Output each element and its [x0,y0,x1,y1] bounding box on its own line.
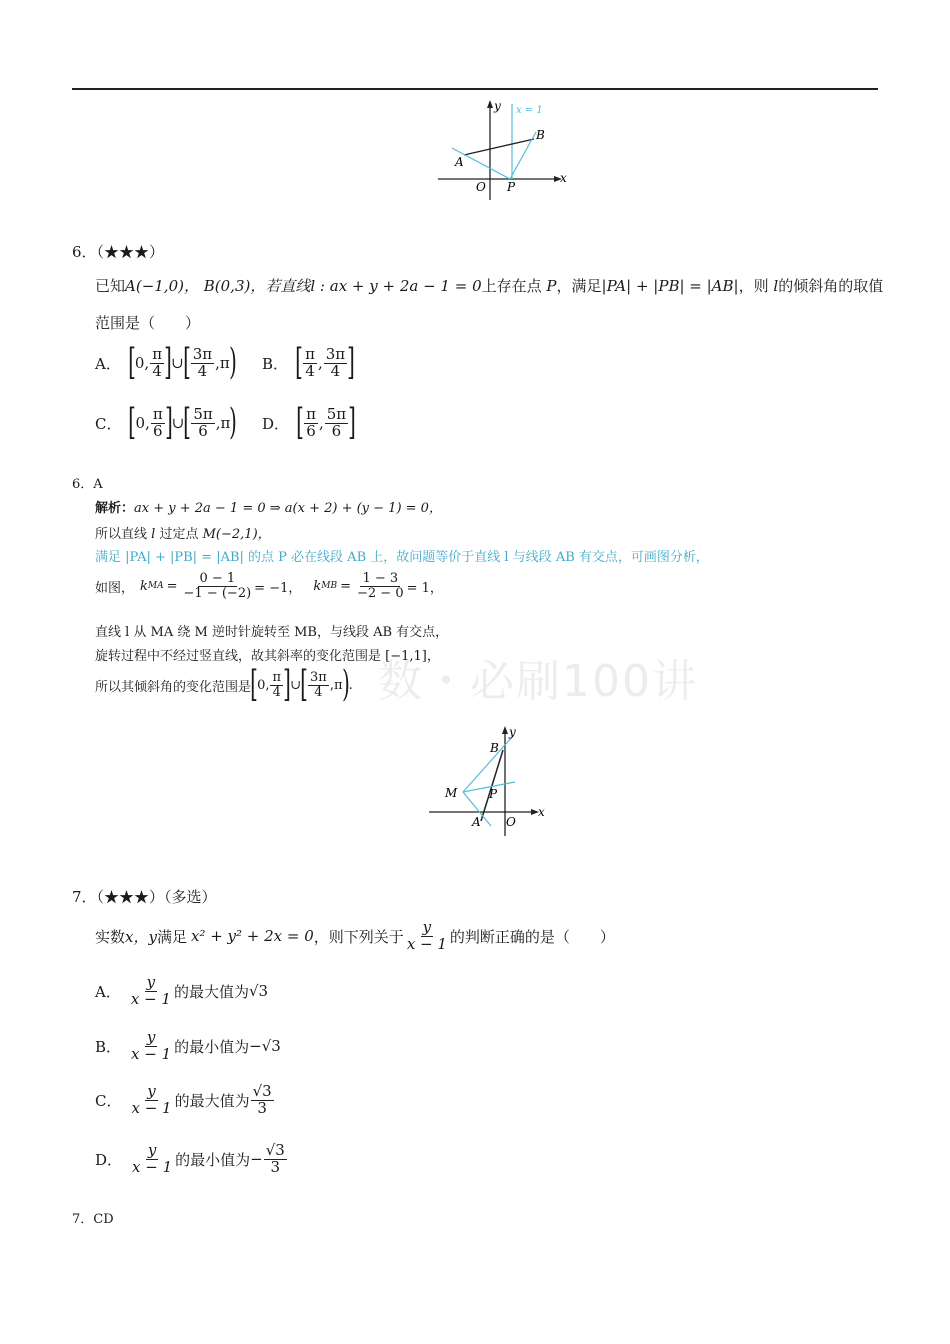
option-text: 的最大值为 [173,982,249,1001]
q7-stem [95,920,615,953]
frac-den: −2 − 0 [357,585,404,601]
a6-l4a: 如图， [95,580,135,596]
frac-den: 4 [272,684,281,700]
q6-stem-P: P [546,277,557,295]
frac-den: 6 [198,421,208,440]
a6-line1 [95,497,442,516]
option-label: D． [262,414,290,433]
frac-num: y [146,1028,156,1046]
q6-stem-l: l [773,277,779,295]
frac-den: x − 1 [131,1098,172,1117]
label-P: P [507,180,516,194]
q6-option-C[interactable]: C． [ 0, $\frac{\pi}{6}$ ] ∪ [ $\frac{5\pi}{6}$ ,π ) [95,402,238,443]
a6-l2a: 所以直线 [95,527,148,542]
frac-num: 5π [326,404,347,423]
q7-option-D[interactable] [95,1143,288,1176]
label-M: M [445,786,458,800]
option-label: B． [262,354,289,373]
frac-den: −1 − (−2) [183,585,252,601]
a6-l2c: 过定点 [159,527,199,542]
option-value: √3 [248,982,269,1001]
a6-eq1: ax + y + 2a − 1 = 0 ⇒ a(x + 2) + (y − 1) = 0， [134,501,442,516]
a6-l2b: l [151,527,156,542]
label-x-eq-1: x = 1 [516,105,543,116]
label-A: A [472,815,481,829]
frac-num: π [152,344,163,363]
option-label: C． [95,414,122,433]
frac-den: 4 [197,361,208,380]
union-symbol: ∪ [290,677,301,693]
q7-option-A[interactable] [95,975,268,1008]
frac-den: 4 [152,361,162,380]
option-label: A． [95,354,121,373]
interval-end: ,π [215,354,230,372]
q7-equation: x² + y² + 2x = 0 [190,927,314,946]
cyan-line-right [510,132,536,179]
q6-stem-line2: 范围是（ ） [95,314,201,332]
frac-den: 4 [305,361,315,380]
frac-num: √3 [265,1141,285,1159]
figure-2 [425,722,555,842]
label-O: O [506,815,516,829]
segment-AB [464,139,534,155]
q6-option-D[interactable]: D． [ $\frac{\pi}{6}$ , $\frac{5\pi}{6}$ ] [262,402,357,443]
a6-answer: 6．A [72,477,103,492]
frac-den: 3 [257,1098,267,1117]
option-label: B． [95,1037,122,1056]
a6-line6: 旋转过程中不经过竖直线，故其斜率的变化范围是 [−1,1]， [95,649,440,664]
label-y: y [494,99,501,113]
q6-point-B: B(0,3)，若直线 [203,277,311,295]
q7-stem-d: 的判断正确的是（ ） [449,927,615,946]
y-arrow [487,100,493,108]
interval-start: 0, [257,677,270,693]
q6-option-B[interactable]: B． [ $\frac{\pi}{4}$ , $\frac{3\pi}{4}$ ] [262,342,356,383]
q6-point-A: A(−1,0)， [125,277,199,295]
frac-den: 4 [314,684,323,700]
frac-num: 1 − 3 [362,571,399,586]
frac-den: x − 1 [132,1157,173,1176]
label-A: A [455,155,464,169]
q6-stem-b: 上存在点 [481,277,542,295]
frac-den: 6 [331,421,342,440]
option-label: D． [95,1150,123,1169]
label-y: y [509,725,516,739]
k-ma: k [140,578,148,594]
union-symbol: ∪ [171,354,184,372]
q6-stem-a: 已知 [95,277,126,295]
solution-label: 解析： [95,501,135,516]
watermark: 数・必刷100讲 [378,656,698,707]
frac-den: x − 1 [406,934,447,953]
option-label: A． [95,982,121,1001]
q6-stem [95,275,883,296]
figure-1 [430,96,580,206]
q7-option-B[interactable] [95,1030,281,1063]
interval-start: 0, [134,354,150,372]
union-symbol: ∪ [171,414,185,432]
period: . [348,677,353,693]
frac-den: x − 1 [131,1044,172,1063]
y-arrow [502,726,508,734]
frac-den: 6 [153,421,163,440]
frac-num: 0 − 1 [199,571,236,586]
frac-num: 3π [325,344,346,363]
a6-line4: 如图， k MA = $\frac{0 - 1}{-1 - (-2)}$ = −1， k MB = $\frac{1 - 3}{-2 - 0}$ = 1， [95,571,443,601]
q6-stem-e: 的倾斜角的取值 [778,277,884,295]
interval-end: ,π [215,414,231,432]
frac-num: √3 [252,1082,272,1100]
frac-num: 5π [193,404,213,423]
frac-den: 6 [306,421,316,440]
label-P: P [489,787,498,801]
q7-stem-c: ，则下列关于 [313,927,404,946]
interval-start: 0, [135,414,150,432]
frac-num: y [147,1141,157,1159]
frac-num: π [272,669,282,685]
k-ma-sub: MA [147,581,164,592]
q6-stem-d: ，则 [738,277,769,295]
q6-condition: |PA| + |PB| = |AB| [601,277,739,295]
option-text: 的最小值为 [174,1037,250,1056]
q6-stem-c: ，满足 [556,277,602,295]
frac-num: y [146,973,156,991]
label-B: B [490,741,499,755]
frac-num: π [306,404,316,423]
q7-stem-xy: x，y [125,927,157,946]
label-x: x [538,805,545,819]
frac-den: 3 [270,1157,281,1176]
q7-number: 7．（★★★）（多选） [72,888,217,906]
q7-option-C[interactable] [95,1084,275,1117]
q6-number: 6．（★★★） [72,243,165,261]
a6-line5: 直线 l 从 MA 绕 M 逆时针旋转至 MB，与线段 AB 有交点， [95,625,449,640]
label-B: B [536,128,545,142]
k-mb-sub: MB [321,581,338,592]
k-mb: k [313,578,322,594]
frac-num: π [152,404,163,423]
frac-den: 4 [330,361,341,380]
a6-line7: 所以其倾斜角的变化范围是 [ 0, $\frac{\pi}{4}$ ] ∪ [ $\frac{3\pi}{4}$ ,π ) . [95,664,353,705]
header-rule [72,88,878,90]
frac-num: 3π [310,669,327,685]
a7-answer: 7．CD [72,1212,114,1227]
a6-l7a: 所以其倾斜角的变化范围是 [95,679,252,695]
label-O: O [476,180,486,194]
option-text: 的最小值为 [175,1150,251,1169]
q7-stem-a: 实数 [95,927,126,946]
option-value: −√3 [249,1037,281,1056]
k-ma-result: = −1， [254,580,302,596]
k-mb-result: = 1， [406,580,443,596]
minus-sign: − [250,1150,263,1169]
frac-num: y [147,1082,156,1100]
q6-option-A[interactable]: A． [ 0, $\frac{\pi}{4}$ ] ∪ [ $\frac{3\pi}{4}$ ,π ) [95,342,237,383]
frac-num: y [422,918,432,936]
option-label: C． [95,1091,122,1110]
frac-num: π [305,344,315,363]
frac-num: 3π [192,344,213,363]
a6-line3: 满足 |PA| + |PB| = |AB| 的点 P 必在线段 AB 上，故问题等价于直线 l 与线段 AB 有交点，可画图分析， [95,550,709,565]
interval-end: ,π [329,677,343,693]
q7-stem-b: 满足 [156,927,187,946]
a6-line2 [95,523,271,542]
label-x: x [560,171,567,185]
option-text: 的最大值为 [174,1091,250,1110]
q6-line-eq: l : ax + y + 2a − 1 = 0 [310,277,482,295]
a6-l2d: M(−2,1)， [202,527,271,542]
frac-den: x − 1 [130,989,171,1008]
